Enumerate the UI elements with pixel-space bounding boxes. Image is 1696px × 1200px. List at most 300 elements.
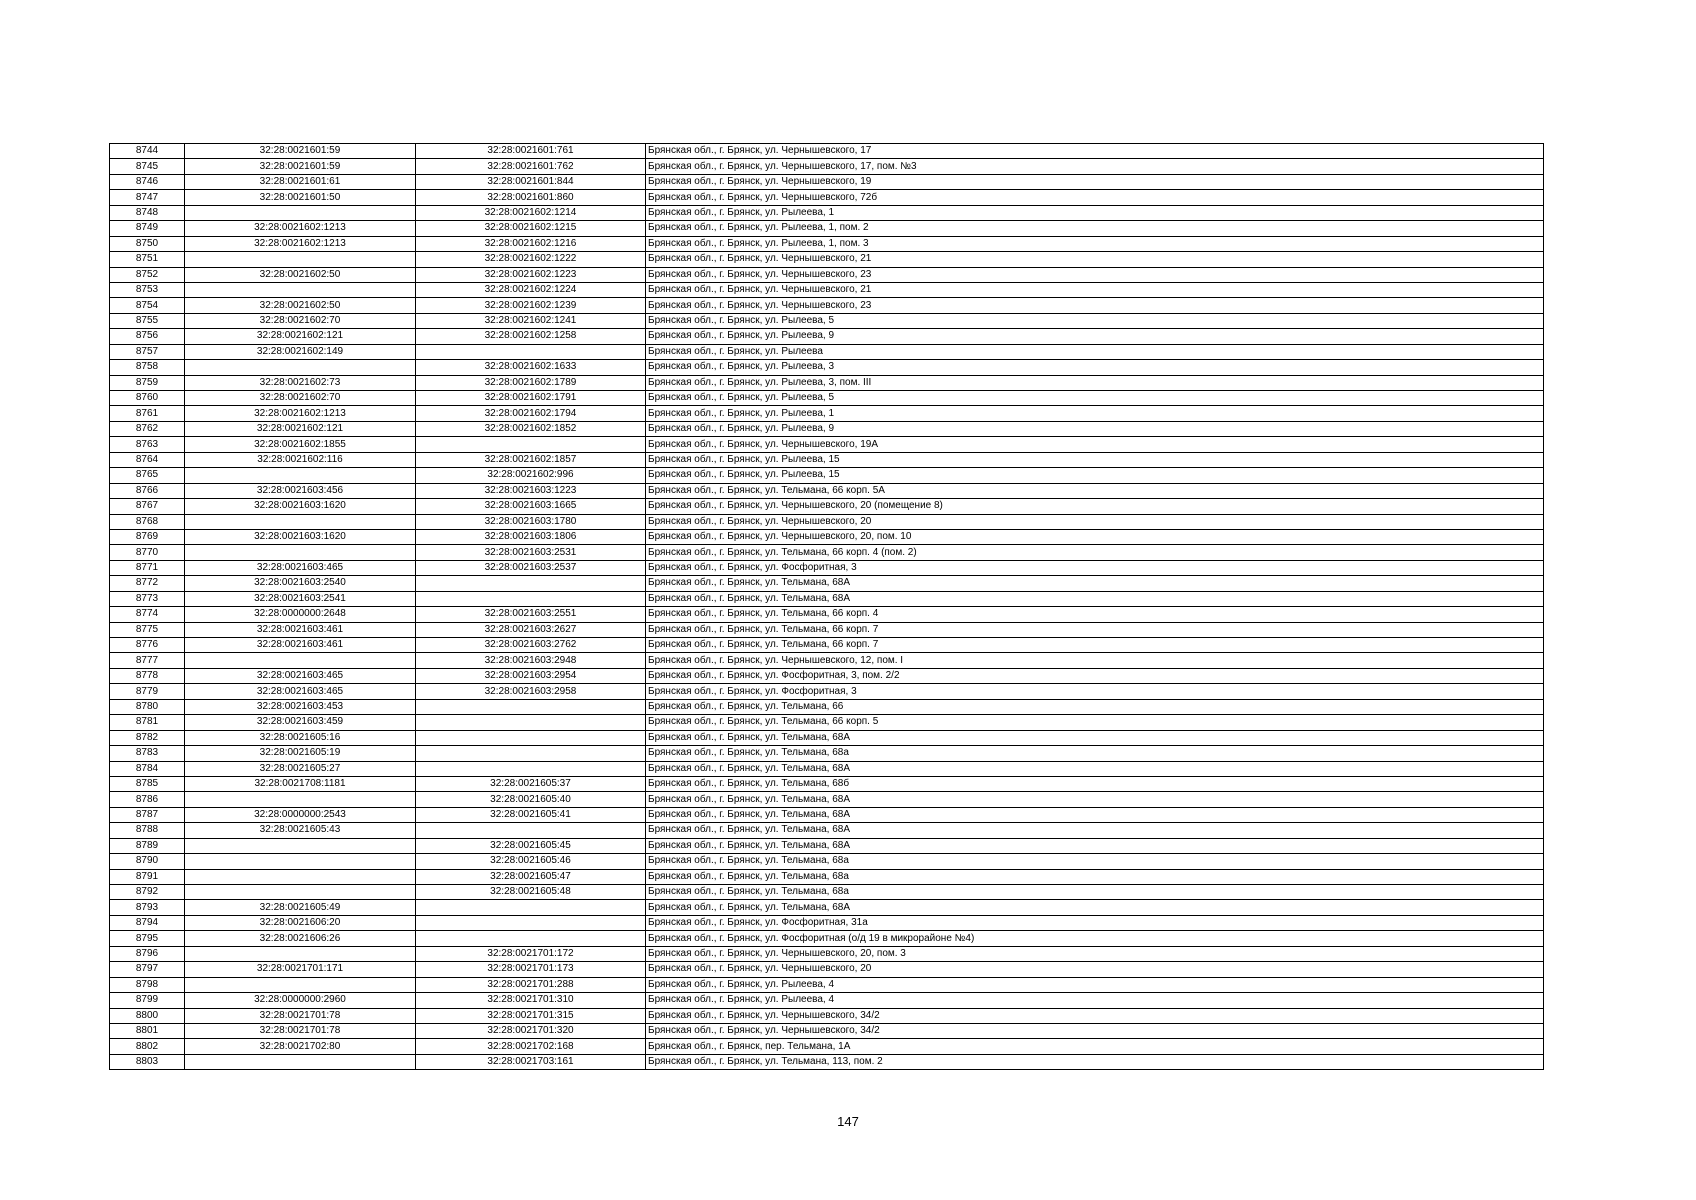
address-cell: Брянская обл., г. Брянск, ул. Тельмана, 68А [646, 792, 1544, 807]
object-cadastral-number-cell: 32:28:0021602:1258 [416, 329, 646, 344]
object-cadastral-number-cell [416, 437, 646, 452]
row-number-cell: 8784 [110, 761, 185, 776]
row-number-cell: 8803 [110, 1054, 185, 1069]
table-row [110, 854, 1544, 869]
land-cadastral-number-cell: 32:28:0021602:121 [185, 421, 416, 436]
object-cadastral-number-cell: 32:28:0021602:1791 [416, 391, 646, 406]
address-cell: Брянская обл., г. Брянск, ул. Тельмана, 66 корп. 4 (пом. 2) [646, 545, 1544, 560]
land-cadastral-number-cell: 32:28:0021702:80 [185, 1039, 416, 1054]
table-row [110, 699, 1544, 714]
address-cell: Брянская обл., г. Брянск, ул. Чернышевского, 34/2 [646, 1023, 1544, 1038]
table-row [110, 684, 1544, 699]
land-cadastral-number-cell: 32:28:0021601:59 [185, 144, 416, 159]
row-number-cell: 8768 [110, 514, 185, 529]
table-row [110, 514, 1544, 529]
address-cell: Брянская обл., г. Брянск, ул. Тельмана, 68а [646, 854, 1544, 869]
table-row [110, 1039, 1544, 1054]
address-cell: Брянская обл., г. Брянск, ул. Тельмана, 68А [646, 823, 1544, 838]
row-number-cell: 8790 [110, 854, 185, 869]
address-cell: Брянская обл., г. Брянск, ул. Чернышевского, 20 [646, 962, 1544, 977]
object-cadastral-number-cell: 32:28:0021602:1789 [416, 375, 646, 390]
address-cell: Брянская обл., г. Брянск, ул. Рылеева, 1 [646, 205, 1544, 220]
object-cadastral-number-cell: 32:28:0021603:1223 [416, 483, 646, 498]
object-cadastral-number-cell: 32:28:0021701:173 [416, 962, 646, 977]
object-cadastral-number-cell: 32:28:0021605:41 [416, 807, 646, 822]
land-cadastral-number-cell: 32:28:0021602:50 [185, 298, 416, 313]
land-cadastral-number-cell: 32:28:0021602:1855 [185, 437, 416, 452]
land-cadastral-number-cell [185, 885, 416, 900]
row-number-cell: 8781 [110, 715, 185, 730]
table-row [110, 483, 1544, 498]
table-row [110, 252, 1544, 267]
object-cadastral-number-cell [416, 576, 646, 591]
row-number-cell: 8775 [110, 622, 185, 637]
table-row [110, 885, 1544, 900]
table-row [110, 730, 1544, 745]
object-cadastral-number-cell [416, 915, 646, 930]
row-number-cell: 8755 [110, 313, 185, 328]
row-number-cell: 8761 [110, 406, 185, 421]
row-number-cell: 8766 [110, 483, 185, 498]
table-row [110, 329, 1544, 344]
object-cadastral-number-cell [416, 730, 646, 745]
address-cell: Брянская обл., г. Брянск, ул. Тельмана, 68А [646, 591, 1544, 606]
table-row [110, 622, 1544, 637]
row-number-cell: 8770 [110, 545, 185, 560]
address-cell: Брянская обл., г. Брянск, ул. Чернышевского, 20 (помещение 8) [646, 499, 1544, 514]
land-cadastral-number-cell [185, 282, 416, 297]
row-number-cell: 8795 [110, 931, 185, 946]
table-row [110, 946, 1544, 961]
land-cadastral-number-cell [185, 838, 416, 853]
table-row [110, 421, 1544, 436]
row-number-cell: 8772 [110, 576, 185, 591]
table-row [110, 236, 1544, 251]
table-row [110, 715, 1544, 730]
table-row [110, 267, 1544, 282]
row-number-cell: 8786 [110, 792, 185, 807]
land-cadastral-number-cell: 32:28:0021605:16 [185, 730, 416, 745]
land-cadastral-number-cell [185, 468, 416, 483]
row-number-cell: 8769 [110, 529, 185, 544]
land-cadastral-number-cell: 32:28:0021602:1213 [185, 406, 416, 421]
object-cadastral-number-cell [416, 746, 646, 761]
object-cadastral-number-cell: 32:28:0021605:48 [416, 885, 646, 900]
table-row [110, 607, 1544, 622]
address-cell: Брянская обл., г. Брянск, ул. Фосфоритная (о/д 19 в микрорайоне №4) [646, 931, 1544, 946]
object-cadastral-number-cell: 32:28:0021701:172 [416, 946, 646, 961]
object-cadastral-number-cell: 32:28:0021605:47 [416, 869, 646, 884]
table-row [110, 375, 1544, 390]
object-cadastral-number-cell: 32:28:0021601:761 [416, 144, 646, 159]
land-cadastral-number-cell: 32:28:0021602:70 [185, 391, 416, 406]
object-cadastral-number-cell: 32:28:0021602:996 [416, 468, 646, 483]
land-cadastral-number-cell [185, 1054, 416, 1069]
address-cell: Брянская обл., г. Брянск, ул. Тельмана, 66 корп. 5 [646, 715, 1544, 730]
object-cadastral-number-cell: 32:28:0021603:1780 [416, 514, 646, 529]
table-row [110, 807, 1544, 822]
address-cell: Брянская обл., г. Брянск, ул. Рылеева, 1 [646, 406, 1544, 421]
land-cadastral-number-cell: 32:28:0021602:1213 [185, 236, 416, 251]
land-cadastral-number-cell: 32:28:0000000:2648 [185, 607, 416, 622]
object-cadastral-number-cell: 32:28:0021603:2958 [416, 684, 646, 699]
object-cadastral-number-cell: 32:28:0021602:1224 [416, 282, 646, 297]
table-row [110, 591, 1544, 606]
object-cadastral-number-cell [416, 699, 646, 714]
land-cadastral-number-cell: 32:28:0021602:70 [185, 313, 416, 328]
object-cadastral-number-cell: 32:28:0021601:762 [416, 159, 646, 174]
land-cadastral-number-cell: 32:28:0021605:27 [185, 761, 416, 776]
row-number-cell: 8780 [110, 699, 185, 714]
row-number-cell: 8778 [110, 668, 185, 683]
address-cell: Брянская обл., г. Брянск, ул. Тельмана, 68А [646, 576, 1544, 591]
row-number-cell: 8751 [110, 252, 185, 267]
row-number-cell: 8789 [110, 838, 185, 853]
land-cadastral-number-cell: 32:28:0000000:2960 [185, 993, 416, 1008]
table-row [110, 360, 1544, 375]
land-cadastral-number-cell [185, 545, 416, 560]
object-cadastral-number-cell [416, 344, 646, 359]
object-cadastral-number-cell: 32:28:0021605:37 [416, 776, 646, 791]
table-row [110, 915, 1544, 930]
land-cadastral-number-cell [185, 869, 416, 884]
table-row [110, 282, 1544, 297]
row-number-cell: 8754 [110, 298, 185, 313]
object-cadastral-number-cell: 32:28:0021602:1222 [416, 252, 646, 267]
land-cadastral-number-cell: 32:28:0021601:59 [185, 159, 416, 174]
table-row [110, 190, 1544, 205]
row-number-cell: 8785 [110, 776, 185, 791]
address-cell: Брянская обл., г. Брянск, ул. Рылеева, 5 [646, 313, 1544, 328]
row-number-cell: 8756 [110, 329, 185, 344]
land-cadastral-number-cell: 32:28:0021602:50 [185, 267, 416, 282]
land-cadastral-number-cell [185, 360, 416, 375]
land-cadastral-number-cell [185, 946, 416, 961]
table-row [110, 776, 1544, 791]
object-cadastral-number-cell: 32:28:0021602:1239 [416, 298, 646, 313]
address-cell: Брянская обл., г. Брянск, ул. Чернышевского, 20, пом. 10 [646, 529, 1544, 544]
table-row [110, 993, 1544, 1008]
row-number-cell: 8753 [110, 282, 185, 297]
land-cadastral-number-cell [185, 792, 416, 807]
page-number: 147 [837, 1114, 859, 1129]
land-cadastral-number-cell: 32:28:0021601:50 [185, 190, 416, 205]
land-cadastral-number-cell: 32:28:0021606:20 [185, 915, 416, 930]
table-row [110, 869, 1544, 884]
object-cadastral-number-cell [416, 761, 646, 776]
row-number-cell: 8782 [110, 730, 185, 745]
address-cell: Брянская обл., г. Брянск, ул. Чернышевского, 23 [646, 267, 1544, 282]
row-number-cell: 8774 [110, 607, 185, 622]
address-cell: Брянская обл., г. Брянск, ул. Тельмана, 66 [646, 699, 1544, 714]
address-cell: Брянская обл., г. Брянск, ул. Чернышевского, 72б [646, 190, 1544, 205]
table-row [110, 1023, 1544, 1038]
table-row [110, 931, 1544, 946]
table-row [110, 560, 1544, 575]
object-cadastral-number-cell: 32:28:0021603:2531 [416, 545, 646, 560]
object-cadastral-number-cell: 32:28:0021602:1223 [416, 267, 646, 282]
object-cadastral-number-cell: 32:28:0021702:168 [416, 1039, 646, 1054]
land-cadastral-number-cell: 32:28:0021701:78 [185, 1023, 416, 1038]
land-cadastral-number-cell [185, 252, 416, 267]
object-cadastral-number-cell: 32:28:0021602:1794 [416, 406, 646, 421]
table-row [110, 792, 1544, 807]
address-cell: Брянская обл., г. Брянск, ул. Чернышевского, 21 [646, 252, 1544, 267]
row-number-cell: 8748 [110, 205, 185, 220]
land-cadastral-number-cell: 32:28:0021603:461 [185, 622, 416, 637]
land-cadastral-number-cell: 32:28:0021603:453 [185, 699, 416, 714]
row-number-cell: 8793 [110, 900, 185, 915]
address-cell: Брянская обл., г. Брянск, ул. Рылеева, 3, пом. III [646, 375, 1544, 390]
land-cadastral-number-cell: 32:28:0021701:171 [185, 962, 416, 977]
address-cell: Брянская обл., г. Брянск, ул. Чернышевского, 19 [646, 174, 1544, 189]
row-number-cell: 8798 [110, 977, 185, 992]
row-number-cell: 8773 [110, 591, 185, 606]
table-row [110, 406, 1544, 421]
object-cadastral-number-cell: 32:28:0021703:161 [416, 1054, 646, 1069]
land-cadastral-number-cell: 32:28:0021602:121 [185, 329, 416, 344]
land-cadastral-number-cell: 32:28:0021603:456 [185, 483, 416, 498]
object-cadastral-number-cell: 32:28:0021603:2537 [416, 560, 646, 575]
table-row [110, 1054, 1544, 1069]
object-cadastral-number-cell: 32:28:0021603:2627 [416, 622, 646, 637]
table-row [110, 205, 1544, 220]
table-row [110, 668, 1544, 683]
object-cadastral-number-cell: 32:28:0021602:1857 [416, 452, 646, 467]
object-cadastral-number-cell: 32:28:0021701:288 [416, 977, 646, 992]
row-number-cell: 8750 [110, 236, 185, 251]
object-cadastral-number-cell [416, 900, 646, 915]
address-cell: Брянская обл., г. Брянск, пер. Тельмана, 1А [646, 1039, 1544, 1054]
object-cadastral-number-cell: 32:28:0021603:2954 [416, 668, 646, 683]
address-cell: Брянская обл., г. Брянск, ул. Тельмана, 68А [646, 838, 1544, 853]
address-cell: Брянская обл., г. Брянск, ул. Рылеева, 3 [646, 360, 1544, 375]
land-cadastral-number-cell [185, 205, 416, 220]
table-row [110, 452, 1544, 467]
address-cell: Брянская обл., г. Брянск, ул. Фосфоритная, 3 [646, 560, 1544, 575]
table-row [110, 529, 1544, 544]
table-row [110, 437, 1544, 452]
table-row [110, 900, 1544, 915]
land-cadastral-number-cell: 32:28:0021601:61 [185, 174, 416, 189]
table-row [110, 823, 1544, 838]
table-row [110, 468, 1544, 483]
table-row [110, 576, 1544, 591]
land-cadastral-number-cell: 32:28:0021603:1620 [185, 499, 416, 514]
object-cadastral-number-cell: 32:28:0021605:46 [416, 854, 646, 869]
land-cadastral-number-cell: 32:28:0021606:26 [185, 931, 416, 946]
address-cell: Брянская обл., г. Брянск, ул. Тельмана, 66 корп. 4 [646, 607, 1544, 622]
address-cell: Брянская обл., г. Брянск, ул. Рылеева, 5 [646, 391, 1544, 406]
row-number-cell: 8771 [110, 560, 185, 575]
address-cell: Брянская обл., г. Брянск, ул. Рылеева, 15 [646, 452, 1544, 467]
object-cadastral-number-cell: 32:28:0021601:860 [416, 190, 646, 205]
address-cell: Брянская обл., г. Брянск, ул. Чернышевского, 21 [646, 282, 1544, 297]
address-cell: Брянская обл., г. Брянск, ул. Чернышевского, 17, пом. №3 [646, 159, 1544, 174]
registry-table [109, 143, 1544, 1070]
object-cadastral-number-cell: 32:28:0021602:1214 [416, 205, 646, 220]
object-cadastral-number-cell: 32:28:0021603:2762 [416, 638, 646, 653]
object-cadastral-number-cell [416, 931, 646, 946]
row-number-cell: 8758 [110, 360, 185, 375]
row-number-cell: 8746 [110, 174, 185, 189]
object-cadastral-number-cell: 32:28:0021601:844 [416, 174, 646, 189]
object-cadastral-number-cell: 32:28:0021605:40 [416, 792, 646, 807]
row-number-cell: 8752 [110, 267, 185, 282]
table-row [110, 638, 1544, 653]
address-cell: Брянская обл., г. Брянск, ул. Тельмана, 68А [646, 761, 1544, 776]
table-row [110, 221, 1544, 236]
land-cadastral-number-cell [185, 514, 416, 529]
address-cell: Брянская обл., г. Брянск, ул. Тельмана, 68а [646, 885, 1544, 900]
table-row [110, 1008, 1544, 1023]
land-cadastral-number-cell: 32:28:0021603:465 [185, 560, 416, 575]
address-cell: Брянская обл., г. Брянск, ул. Чернышевского, 20 [646, 514, 1544, 529]
land-cadastral-number-cell: 32:28:0021603:465 [185, 684, 416, 699]
land-cadastral-number-cell [185, 854, 416, 869]
address-cell: Брянская обл., г. Брянск, ул. Рылеева, 9 [646, 329, 1544, 344]
row-number-cell: 8797 [110, 962, 185, 977]
address-cell: Брянская обл., г. Брянск, ул. Тельмана, 68А [646, 900, 1544, 915]
address-cell: Брянская обл., г. Брянск, ул. Чернышевского, 34/2 [646, 1008, 1544, 1023]
row-number-cell: 8762 [110, 421, 185, 436]
address-cell: Брянская обл., г. Брянск, ул. Тельмана, 113, пом. 2 [646, 1054, 1544, 1069]
land-cadastral-number-cell: 32:28:0021602:73 [185, 375, 416, 390]
address-cell: Брянская обл., г. Брянск, ул. Рылеева, 4 [646, 977, 1544, 992]
address-cell: Брянская обл., г. Брянск, ул. Чернышевского, 12, пом. I [646, 653, 1544, 668]
address-cell: Брянская обл., г. Брянск, ул. Рылеева [646, 344, 1544, 359]
row-number-cell: 8783 [110, 746, 185, 761]
land-cadastral-number-cell [185, 653, 416, 668]
land-cadastral-number-cell: 32:28:0021605:19 [185, 746, 416, 761]
table-row [110, 298, 1544, 313]
land-cadastral-number-cell: 32:28:0021603:1620 [185, 529, 416, 544]
row-number-cell: 8794 [110, 915, 185, 930]
address-cell: Брянская обл., г. Брянск, ул. Рылеева, 4 [646, 993, 1544, 1008]
address-cell: Брянская обл., г. Брянск, ул. Фосфоритная, 3, пом. 2/2 [646, 668, 1544, 683]
land-cadastral-number-cell: 32:28:0000000:2543 [185, 807, 416, 822]
land-cadastral-number-cell: 32:28:0021603:465 [185, 668, 416, 683]
object-cadastral-number-cell: 32:28:0021603:1665 [416, 499, 646, 514]
row-number-cell: 8764 [110, 452, 185, 467]
address-cell: Брянская обл., г. Брянск, ул. Тельмана, 66 корп. 7 [646, 638, 1544, 653]
table-row [110, 313, 1544, 328]
row-number-cell: 8763 [110, 437, 185, 452]
object-cadastral-number-cell: 32:28:0021603:1806 [416, 529, 646, 544]
object-cadastral-number-cell: 32:28:0021701:310 [416, 993, 646, 1008]
table-row [110, 499, 1544, 514]
row-number-cell: 8765 [110, 468, 185, 483]
object-cadastral-number-cell: 32:28:0021602:1852 [416, 421, 646, 436]
table-row [110, 174, 1544, 189]
address-cell: Брянская обл., г. Брянск, ул. Чернышевского, 20, пом. 3 [646, 946, 1544, 961]
land-cadastral-number-cell: 32:28:0021605:43 [185, 823, 416, 838]
object-cadastral-number-cell: 32:28:0021603:2551 [416, 607, 646, 622]
table-row [110, 391, 1544, 406]
table-row [110, 344, 1544, 359]
row-number-cell: 8749 [110, 221, 185, 236]
land-cadastral-number-cell: 32:28:0021708:1181 [185, 776, 416, 791]
address-cell: Брянская обл., г. Брянск, ул. Тельмана, 66 корп. 5А [646, 483, 1544, 498]
row-number-cell: 8745 [110, 159, 185, 174]
table-row [110, 761, 1544, 776]
table-row [110, 838, 1544, 853]
row-number-cell: 8800 [110, 1008, 185, 1023]
land-cadastral-number-cell: 32:28:0021602:149 [185, 344, 416, 359]
row-number-cell: 8757 [110, 344, 185, 359]
object-cadastral-number-cell: 32:28:0021602:1241 [416, 313, 646, 328]
address-cell: Брянская обл., г. Брянск, ул. Тельмана, 66 корп. 7 [646, 622, 1544, 637]
row-number-cell: 8799 [110, 993, 185, 1008]
row-number-cell: 8792 [110, 885, 185, 900]
object-cadastral-number-cell: 32:28:0021701:315 [416, 1008, 646, 1023]
row-number-cell: 8779 [110, 684, 185, 699]
land-cadastral-number-cell: 32:28:0021603:461 [185, 638, 416, 653]
address-cell: Брянская обл., г. Брянск, ул. Рылеева, 9 [646, 421, 1544, 436]
object-cadastral-number-cell: 32:28:0021602:1216 [416, 236, 646, 251]
object-cadastral-number-cell: 32:28:0021603:2948 [416, 653, 646, 668]
land-cadastral-number-cell: 32:28:0021603:459 [185, 715, 416, 730]
object-cadastral-number-cell: 32:28:0021602:1633 [416, 360, 646, 375]
land-cadastral-number-cell: 32:28:0021603:2540 [185, 576, 416, 591]
object-cadastral-number-cell: 32:28:0021602:1215 [416, 221, 646, 236]
table-row [110, 653, 1544, 668]
table-row [110, 159, 1544, 174]
row-number-cell: 8796 [110, 946, 185, 961]
row-number-cell: 8747 [110, 190, 185, 205]
registry-body [110, 144, 1544, 1070]
table-row [110, 746, 1544, 761]
object-cadastral-number-cell: 32:28:0021605:45 [416, 838, 646, 853]
address-cell: Брянская обл., г. Брянск, ул. Рылеева, 15 [646, 468, 1544, 483]
address-cell: Брянская обл., г. Брянск, ул. Рылеева, 1, пом. 2 [646, 221, 1544, 236]
table-row [110, 144, 1544, 159]
land-cadastral-number-cell: 32:28:0021701:78 [185, 1008, 416, 1023]
row-number-cell: 8759 [110, 375, 185, 390]
object-cadastral-number-cell [416, 715, 646, 730]
address-cell: Брянская обл., г. Брянск, ул. Чернышевского, 17 [646, 144, 1544, 159]
row-number-cell: 8791 [110, 869, 185, 884]
row-number-cell: 8788 [110, 823, 185, 838]
address-cell: Брянская обл., г. Брянск, ул. Тельмана, 68А [646, 807, 1544, 822]
land-cadastral-number-cell: 32:28:0021605:49 [185, 900, 416, 915]
address-cell: Брянская обл., г. Брянск, ул. Фосфоритная, 3 [646, 684, 1544, 699]
row-number-cell: 8760 [110, 391, 185, 406]
row-number-cell: 8767 [110, 499, 185, 514]
row-number-cell: 8801 [110, 1023, 185, 1038]
address-cell: Брянская обл., г. Брянск, ул. Фосфоритная, 31а [646, 915, 1544, 930]
land-cadastral-number-cell: 32:28:0021602:1213 [185, 221, 416, 236]
address-cell: Брянская обл., г. Брянск, ул. Тельмана, 68а [646, 869, 1544, 884]
object-cadastral-number-cell [416, 591, 646, 606]
land-cadastral-number-cell [185, 977, 416, 992]
row-number-cell: 8787 [110, 807, 185, 822]
address-cell: Брянская обл., г. Брянск, ул. Чернышевского, 23 [646, 298, 1544, 313]
address-cell: Брянская обл., г. Брянск, ул. Тельмана, 68А [646, 730, 1544, 745]
table-row [110, 977, 1544, 992]
row-number-cell: 8744 [110, 144, 185, 159]
address-cell: Брянская обл., г. Брянск, ул. Тельмана, 68а [646, 746, 1544, 761]
address-cell: Брянская обл., г. Брянск, ул. Чернышевского, 19А [646, 437, 1544, 452]
object-cadastral-number-cell: 32:28:0021701:320 [416, 1023, 646, 1038]
row-number-cell: 8776 [110, 638, 185, 653]
address-cell: Брянская обл., г. Брянск, ул. Рылеева, 1, пом. 3 [646, 236, 1544, 251]
table-row [110, 545, 1544, 560]
table-row [110, 962, 1544, 977]
row-number-cell: 8777 [110, 653, 185, 668]
object-cadastral-number-cell [416, 823, 646, 838]
address-cell: Брянская обл., г. Брянск, ул. Тельмана, 68б [646, 776, 1544, 791]
